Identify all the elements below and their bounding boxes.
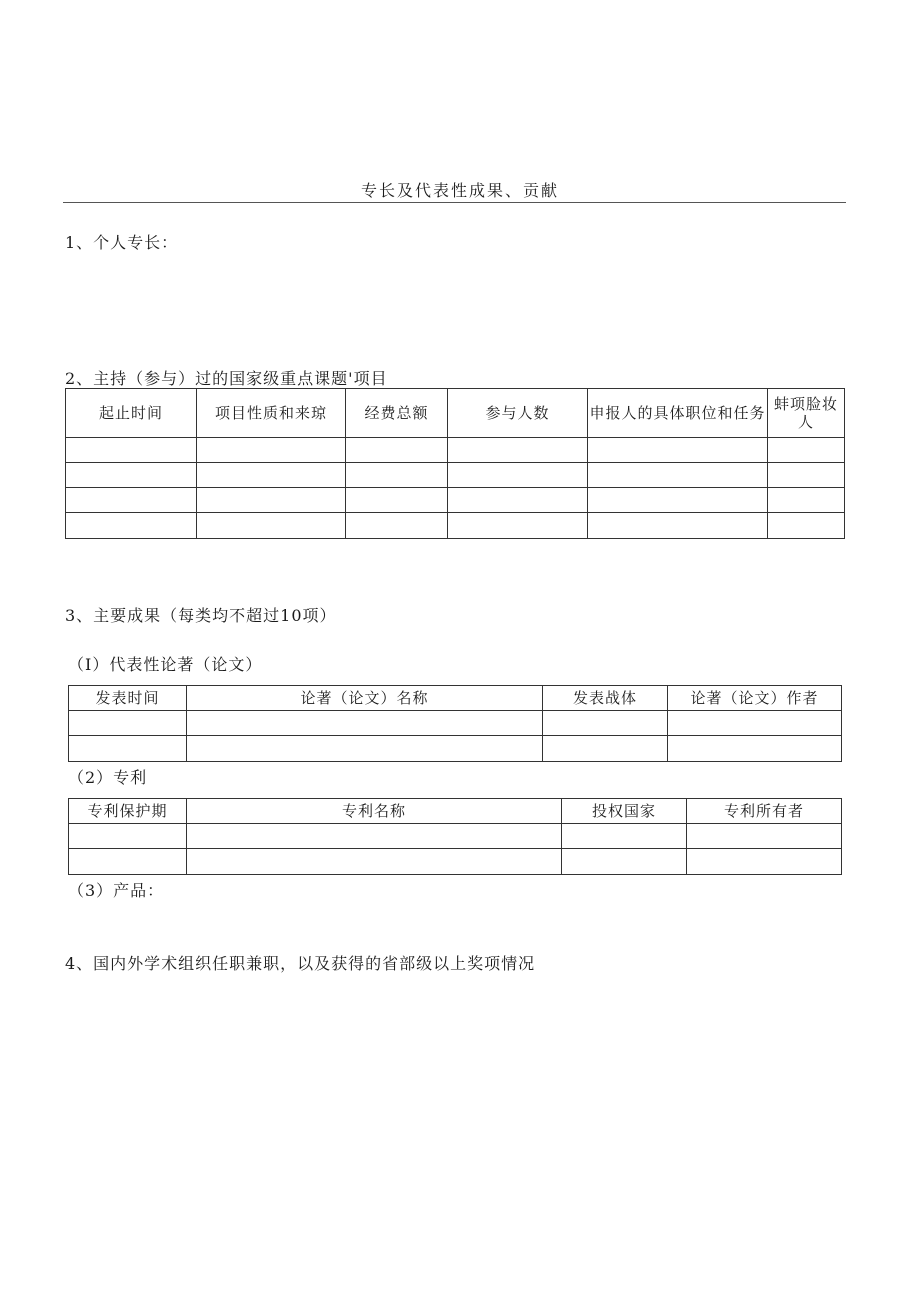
table-row (69, 824, 842, 849)
table-cell (187, 849, 562, 875)
patents-table (68, 798, 842, 875)
section-2-heading: 2、主持（参与）过的国家级重点课题'项目 (65, 369, 388, 388)
table-cell (69, 824, 187, 849)
section-3-2-heading: （2）专利 (68, 768, 148, 787)
table-cell (197, 513, 346, 539)
table-cell (668, 711, 842, 736)
table-cell (346, 513, 448, 539)
table-cell (448, 488, 588, 513)
table-cell (66, 513, 197, 539)
table-cell (588, 438, 768, 463)
table-cell (768, 463, 845, 488)
projects-table (65, 388, 845, 539)
table-cell (66, 438, 197, 463)
table-cell (197, 438, 346, 463)
page-title: 专长及代表性成果、贡献 (360, 181, 559, 200)
publications-table (68, 685, 842, 762)
col-header-pub-venue: 发表战体 (543, 686, 668, 711)
table-cell (543, 736, 668, 762)
col-header-patent-country: 投权国家 (562, 799, 687, 824)
table-cell (66, 488, 197, 513)
table-cell (69, 849, 187, 875)
table-cell (346, 463, 448, 488)
table-cell (187, 824, 562, 849)
table-cell (687, 849, 842, 875)
table-cell (768, 513, 845, 539)
table-cell (197, 463, 346, 488)
patents-header-row (69, 799, 842, 824)
section-3-3-heading: （3）产品： (68, 881, 165, 900)
table-cell (562, 824, 687, 849)
table-cell (69, 736, 187, 762)
table-cell (588, 463, 768, 488)
table-cell (346, 438, 448, 463)
table-cell (668, 736, 842, 762)
table-cell (187, 736, 543, 762)
table-cell (448, 513, 588, 539)
table-row (69, 849, 842, 875)
col-header-patent-owner: 专利所有者 (687, 799, 842, 824)
table-row (66, 488, 845, 513)
table-cell (66, 463, 197, 488)
table-cell (588, 488, 768, 513)
table-cell (197, 488, 346, 513)
col-header-funding: 经费总额 (346, 389, 448, 438)
publications-header-row (69, 686, 842, 711)
col-header-participants: 参与人数 (448, 389, 588, 438)
col-header-patent-name: 专利名称 (187, 799, 562, 824)
table-row (66, 438, 845, 463)
col-header-pub-title: 论著（论文）名称 (187, 686, 543, 711)
table-cell (562, 849, 687, 875)
section-3-1-heading: （I）代表性论著（论文） (68, 655, 263, 674)
table-cell (187, 711, 543, 736)
table-cell (768, 488, 845, 513)
table-row (69, 736, 842, 762)
col-header-pub-date: 发表时间 (69, 686, 187, 711)
title-divider (63, 202, 846, 203)
table-cell (69, 711, 187, 736)
col-header-period: 起止时间 (66, 389, 197, 438)
table-cell (346, 488, 448, 513)
section-4-heading: 4、国内外学术组织任职兼职，以及获得的省部级以上奖项情况 (65, 954, 536, 973)
table-row (69, 711, 842, 736)
section-3-heading: 3、主要成果（每类均不超过10项） (65, 606, 337, 625)
col-header-project-nature: 项目性质和来琼 (197, 389, 346, 438)
table-cell (543, 711, 668, 736)
col-header-role: 申报人的具体职位和任务 (588, 389, 768, 438)
col-header-pub-author: 论著（论文）作者 (668, 686, 842, 711)
table-cell (448, 463, 588, 488)
table-cell (687, 824, 842, 849)
table-cell (588, 513, 768, 539)
table-cell (768, 438, 845, 463)
table-row (66, 513, 845, 539)
table-row (66, 463, 845, 488)
section-1-heading: 1、个人专长： (65, 233, 179, 252)
col-header-patent-term: 专利保护期 (69, 799, 187, 824)
projects-header-row (66, 389, 845, 438)
col-header-leader: 蚌项脸妆人 (768, 389, 845, 438)
table-cell (448, 438, 588, 463)
